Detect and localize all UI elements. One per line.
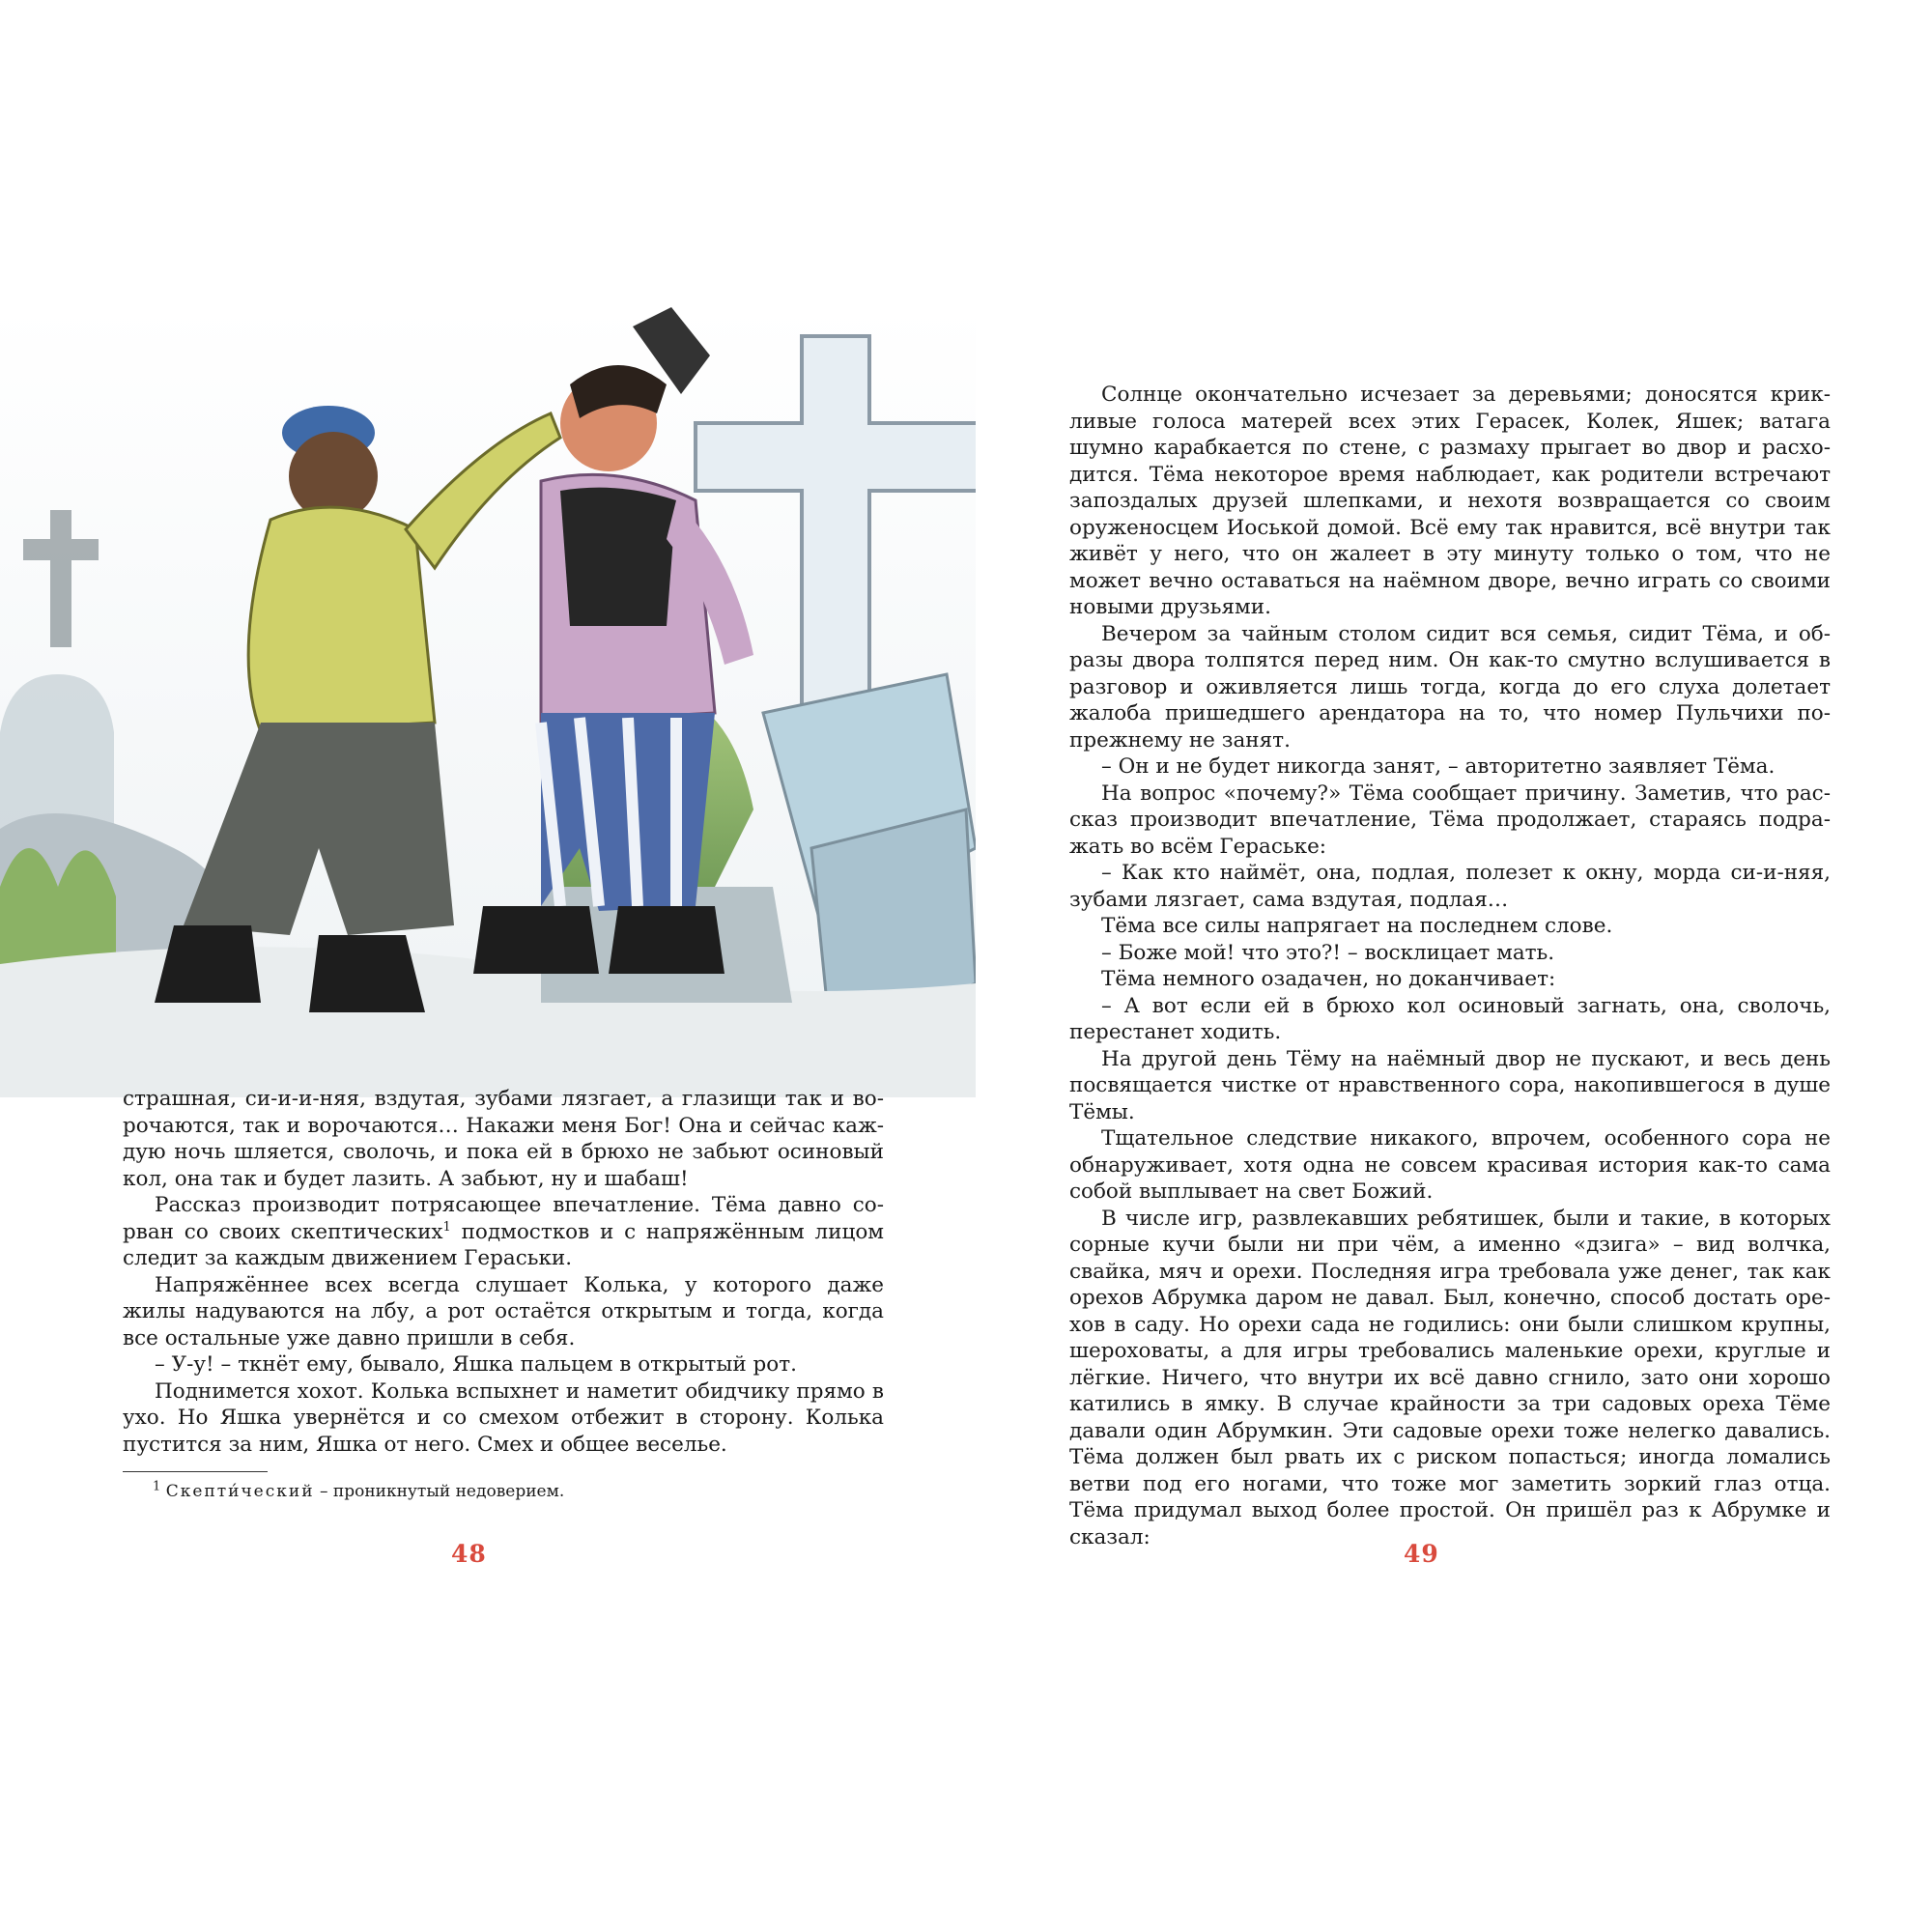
footnote-definition: – проникнутый недоверием. — [314, 1482, 565, 1501]
paragraph: – Как кто наймёт, она, подлая, полезет к окну, морда си-и-няя, зубами лязгает, сама вздутая, подлая… — [1069, 861, 1831, 912]
footnote-divider — [123, 1471, 268, 1472]
paragraph-text: подмостков и с напряжённым лицом следит за каждым движением Гераськи. — [123, 1219, 884, 1270]
paragraph: Тёма все силы напрягает на последнем слове. — [1101, 914, 1613, 938]
paragraph: В числе игр, развлекавших ребятишек, были и такие, в которых сорные кучи были ни при чём, а именно «дзига» – вид волчка, свайка, мяч и орехи. Последняя игра требовала уже денег, так как орехов Абрумка даром не давал. Был, конечно, способ достать орехов в саду. Но орехи сада не годились: они были слишком крупны, шероховаты, а для игры требовались маленькие орехи, круглые и лёгкие. Ничего, что внутри их всё давно сгнило, зато они хорошо катились в ямку. В случае крайности за три садовых ореха Тёме давали один Абрумкин. Эти садовые орехи тоже нелегко давались. Тёма должен был рвать их с риском попасться; иногда ломались ветви под его ногами, что тоже мог заметить зоркий глаз отца. Тёма придумал выход более простой. Он пришёл раз к Абрумке и сказал: — [1069, 1206, 1831, 1549]
paragraph: На вопрос «почему?» Тёма сообщает причину. Заметив, что рассказ производит впечатление, Тёма продолжает, стараясь подражать во всём Гераське: — [1069, 781, 1831, 859]
right-page — [966, 0, 1932, 1932]
paragraph: – А вот если ей в брюхо кол осиновый загнать, она, сволочь, перестанет ходить. — [1069, 993, 1831, 1044]
paragraph: Напряжённее всех всегда слушает Колька, у которого даже жилы надуваются на лбу, а рот остаётся открытым и тогда, когда все остальные уже давно пришли в себя. — [123, 1272, 884, 1350]
paragraph: страшная, си-и-и-няя, вздутая, зубами лязгает, а глазищи так и ворочаются, так и ворочаются… Накажи меня Бог! Она и сейчас каждую ночь шляется, сволочь, и пока ей в брюхо не забьют осиновый кол, она так и будет лазить. А забьют, ну и шабаш! — [123, 1087, 884, 1191]
paragraph: – Он и не будет никогда занят, – авторитетно заявляет Тёма. — [1101, 754, 1776, 779]
footnote-number: 1 — [153, 1479, 161, 1494]
paragraph-text: Рассказ производит потрясающее впечатление. Тёма давно сорван со своих скептических — [123, 1193, 884, 1244]
footnote-term: Скепти́ческий — [165, 1482, 315, 1501]
paragraph: На другой день Тёму на наёмный двор не пускают, и весь день посвящается чистке от нравственного сора, накопившегося в душе Тёмы. — [1069, 1046, 1831, 1124]
two-boys-fight-cemetery-illustration — [0, 307, 976, 1097]
right-page-text — [1069, 382, 1831, 1550]
paragraph: Солнце окончательно исчезает за деревьями; доносятся крикливые голоса матерей всех этих Герасек, Колек, Яшек; ватага шумно карабкается по стене, с размаху прыгает во двор и расходится. Тёма некоторое время наблюдает, как родители встречают запоздалых друзей шлепками, и нехотя возвращается со своим оруженосцем Иоськой домой. Всё ему так нравится, всё внутри так живёт у него, что он жалеет в эту минуту только о том, что не может вечно оставаться на наёмном дворе, вечно играть со своими новыми друзьями. — [1069, 383, 1831, 619]
paragraph: – У-у! – ткнёт ему, бывало, Яшка пальцем в открытый рот. — [155, 1352, 797, 1377]
paragraph: Вечером за чайным столом сидит вся семья, сидит Тёма, и образы двора толпятся перед ним. Он как-то смутно вслушивается в разговор и оживляется лишь тогда, когда до его слуха долетает жалоба пришедшего арендатора на то, что номер Пульчихи по-прежнему не занят. — [1069, 621, 1831, 753]
paragraph: Тщательное следствие никакого, впрочем, особенного сора не обнаруживает, хотя одна не совсем красивая история как-то сама собой выплывает на свет Божий. — [1069, 1126, 1831, 1204]
left-page-text — [123, 1086, 884, 1458]
paragraph: Поднимется хохот. Колька вспыхнет и наметит обидчику прямо в ухо. Но Яшка увернётся и со смехом отбежит в сторону. Колька пустится за ним, Яшка от него. Смех и общее веселье. — [123, 1378, 884, 1457]
paragraph: – Боже мой! что это?! – восклицает мать. — [1101, 940, 1555, 965]
page-number-left: 48 — [451, 1540, 487, 1568]
paragraph: Тёма немного озадачен, но доканчивает: — [1101, 967, 1556, 991]
paragraph — [123, 1192, 884, 1272]
footnote-marker: 1 — [442, 1219, 451, 1235]
page-number-right: 49 — [1404, 1540, 1439, 1568]
footnote — [153, 1481, 887, 1502]
